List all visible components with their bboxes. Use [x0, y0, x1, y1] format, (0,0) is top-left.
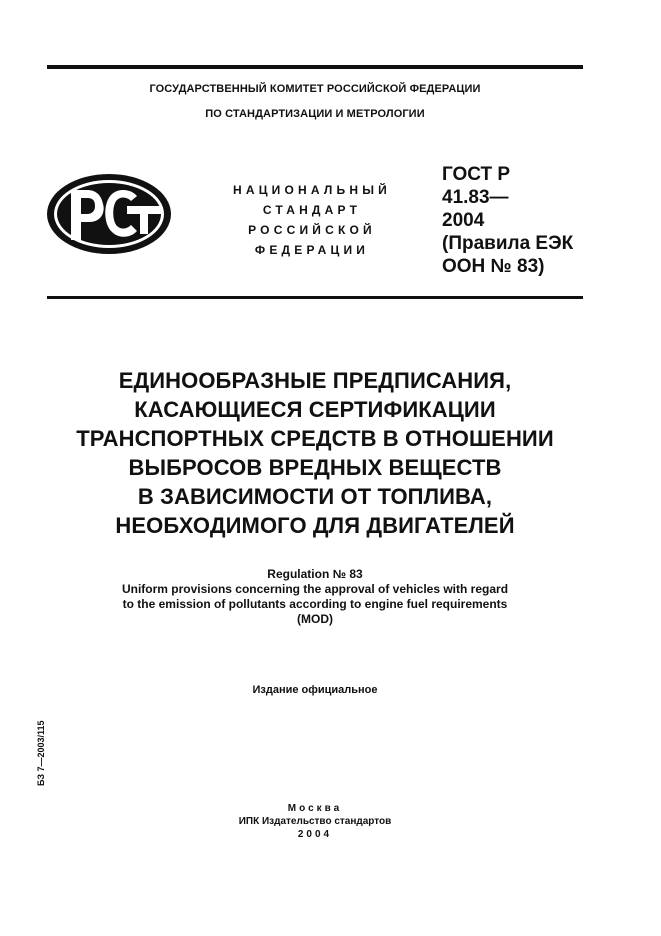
title-line2: КАСАЮЩИЕСЯ СЕРТИФИКАЦИИ — [134, 397, 496, 422]
middle-rule — [47, 296, 583, 299]
regulation-line3: to the emission of pollutants according to engine fuel requirements — [122, 597, 508, 611]
title-line3: ТРАНСПОРТНЫХ СРЕДСТВ В ОТНОШЕНИИ — [76, 426, 554, 451]
imprint-city: Москва — [287, 803, 343, 814]
national-standard-line2: СТАНДАРТ — [262, 203, 362, 217]
title-line4: ВЫБРОСОВ ВРЕДНЫХ ВЕЩЕСТВ — [128, 455, 502, 480]
national-standard-line3: РОССИЙСКОЙ — [248, 223, 376, 237]
top-rule — [47, 65, 583, 69]
designation-line1: ГОСТ Р — [442, 164, 511, 185]
national-standard-line4: ФЕДЕРАЦИИ — [254, 243, 370, 257]
imprint — [40, 802, 590, 841]
document-title — [40, 366, 590, 540]
imprint-year: 2004 — [297, 829, 333, 840]
regulation-line2: Uniform provisions concerning the approval of vehicles with regard — [121, 582, 509, 596]
title-line5: В ЗАВИСИМОСТИ ОТ ТОПЛИВА, — [137, 484, 493, 509]
regulation-line4: (MOD) — [297, 612, 333, 626]
standard-designation — [442, 163, 592, 278]
designation-line2: 41.83— — [442, 187, 509, 208]
title-line1: ЕДИНООБРАЗНЫЕ ПРЕДПИСАНИЯ, — [118, 368, 512, 393]
regulation-english-title — [40, 567, 590, 627]
regulation-line1: Regulation № 83 — [267, 567, 363, 581]
committee-name-line2: ПО СТАНДАРТИЗАЦИИ И МЕТРОЛОГИИ — [205, 108, 425, 120]
imprint-publisher: ИПК Издательство стандартов — [238, 816, 392, 827]
designation-line3: 2004 — [442, 210, 485, 231]
title-line6: НЕОБХОДИМОГО ДЛЯ ДВИГАТЕЛЕЙ — [115, 513, 515, 538]
rst-certification-mark-icon — [45, 172, 175, 256]
designation-line4: (Правила ЕЭК — [442, 233, 574, 254]
edition-label: Издание официальное — [252, 684, 378, 696]
designation-line5: ООН № 83) — [442, 256, 545, 277]
committee-name-line1: ГОСУДАРСТВЕННЫЙ КОМИТЕТ РОССИЙСКОЙ ФЕДЕРАЦИИ — [149, 83, 481, 95]
side-code: БЗ 7—2003/115 — [36, 720, 46, 786]
national-standard-line1: НАЦИОНАЛЬНЫЙ — [232, 183, 392, 197]
national-standard-label — [212, 180, 412, 260]
